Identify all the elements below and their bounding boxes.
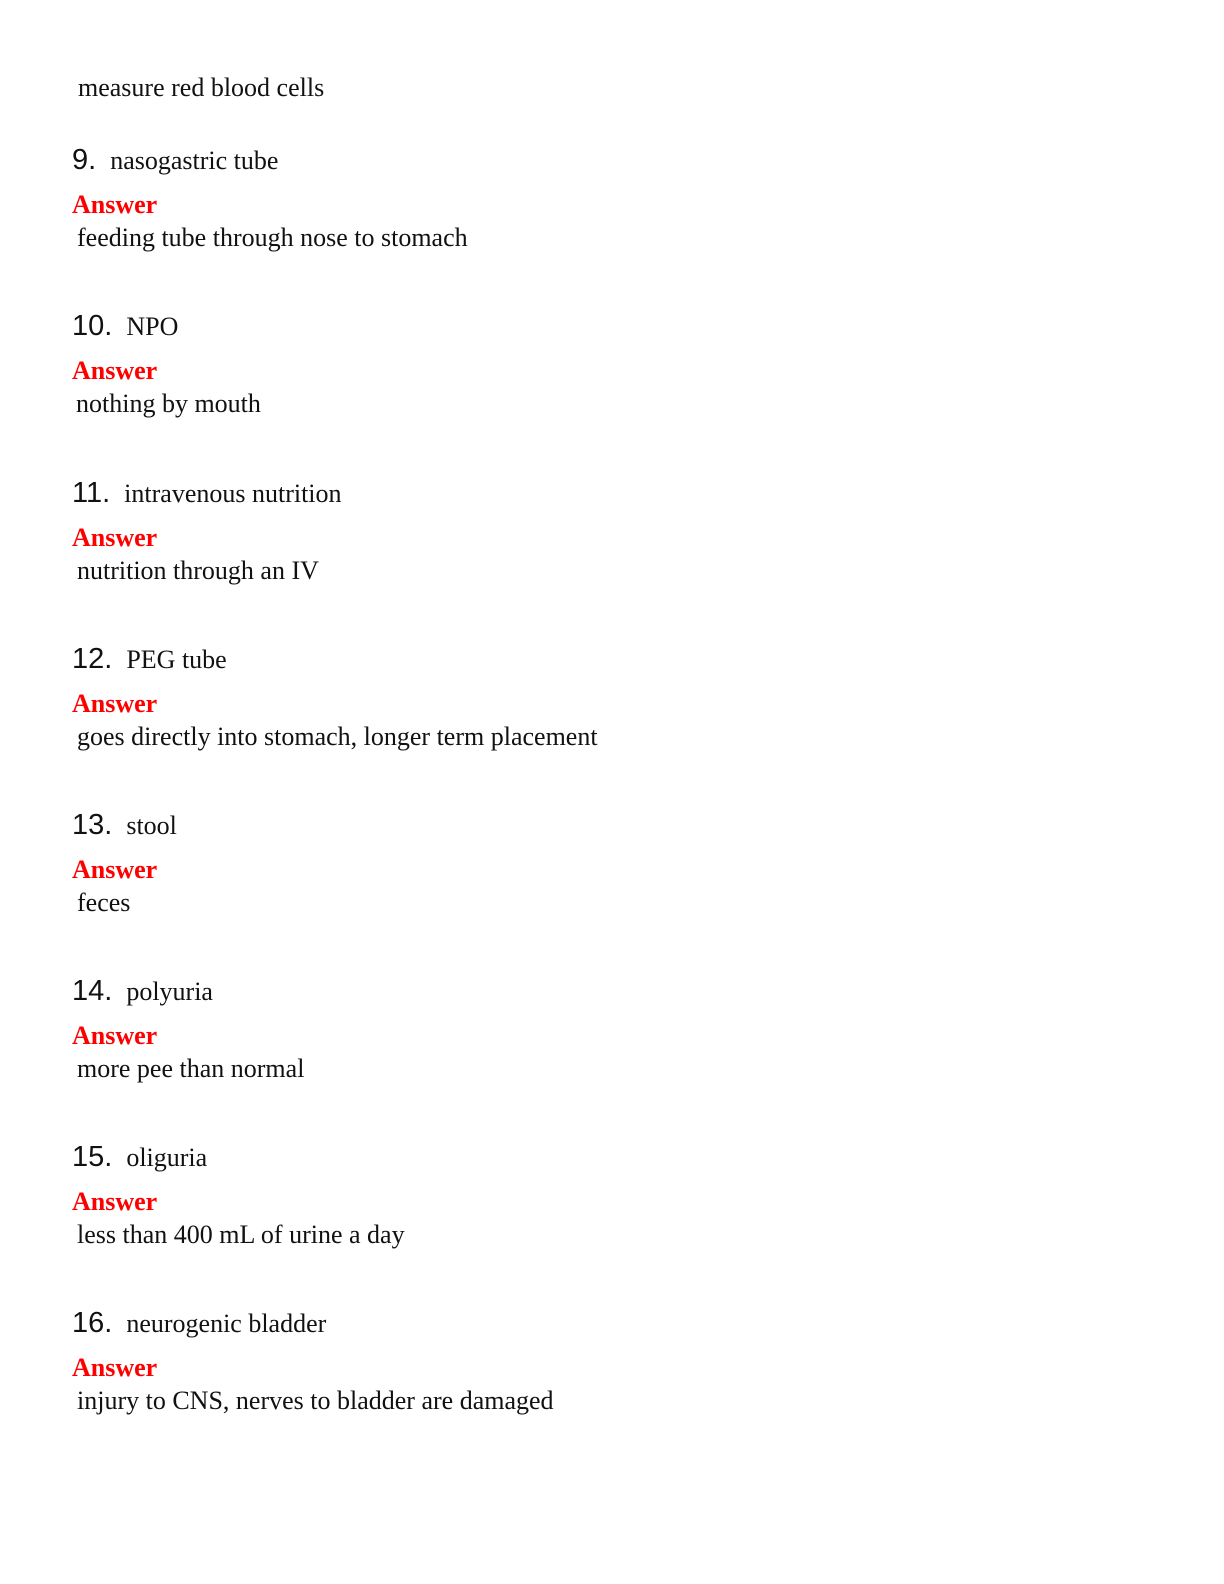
- answer-text: feces: [77, 888, 131, 917]
- answer-text: nutrition through an IV: [77, 556, 319, 585]
- question-number: 9.: [72, 144, 97, 176]
- question-number: 14.: [72, 975, 113, 1007]
- answer-text: injury to CNS, nerves to bladder are damaged: [77, 1386, 554, 1415]
- answer-label: Answer: [72, 855, 158, 884]
- answer-text: less than 400 mL of urine a day: [77, 1220, 405, 1249]
- answer-text: feeding tube through nose to stomach: [77, 223, 468, 252]
- question-term: intravenous nutrition: [124, 479, 342, 508]
- question-number: 13.: [72, 809, 113, 841]
- question-number: 10.: [72, 310, 113, 342]
- question-line: [72, 641, 227, 677]
- question-number: 16.: [72, 1307, 113, 1339]
- question-term: NPO: [126, 312, 179, 341]
- question-line: [72, 1139, 207, 1175]
- answer-text: nothing by mouth: [76, 389, 261, 418]
- question-term: stool: [126, 811, 177, 840]
- question-line: [72, 142, 278, 178]
- question-number: 15.: [72, 1141, 113, 1173]
- question-line: [72, 1305, 326, 1341]
- answer-label: Answer: [72, 523, 158, 552]
- answer-label: Answer: [72, 356, 158, 385]
- question-term: nasogastric tube: [110, 146, 279, 175]
- question-line: [72, 475, 342, 511]
- question-term: neurogenic bladder: [126, 1309, 327, 1338]
- answer-label: Answer: [72, 1021, 158, 1050]
- answer-label: Answer: [72, 190, 158, 219]
- question-line: [72, 807, 177, 843]
- question-term: oliguria: [126, 1143, 208, 1172]
- question-line: [72, 308, 178, 344]
- answer-label: Answer: [72, 1353, 158, 1382]
- answer-text: goes directly into stomach, longer term placement: [77, 722, 598, 751]
- answer-label: Answer: [72, 1187, 158, 1216]
- question-number: 12.: [72, 643, 113, 675]
- question-term: polyuria: [126, 977, 213, 1006]
- carryover-answer-text: measure red blood cells: [78, 73, 325, 102]
- answer-text: more pee than normal: [77, 1054, 305, 1083]
- question-term: PEG tube: [126, 645, 227, 674]
- answer-label: Answer: [72, 689, 158, 718]
- question-line: [72, 973, 213, 1009]
- question-number: 11.: [72, 477, 111, 509]
